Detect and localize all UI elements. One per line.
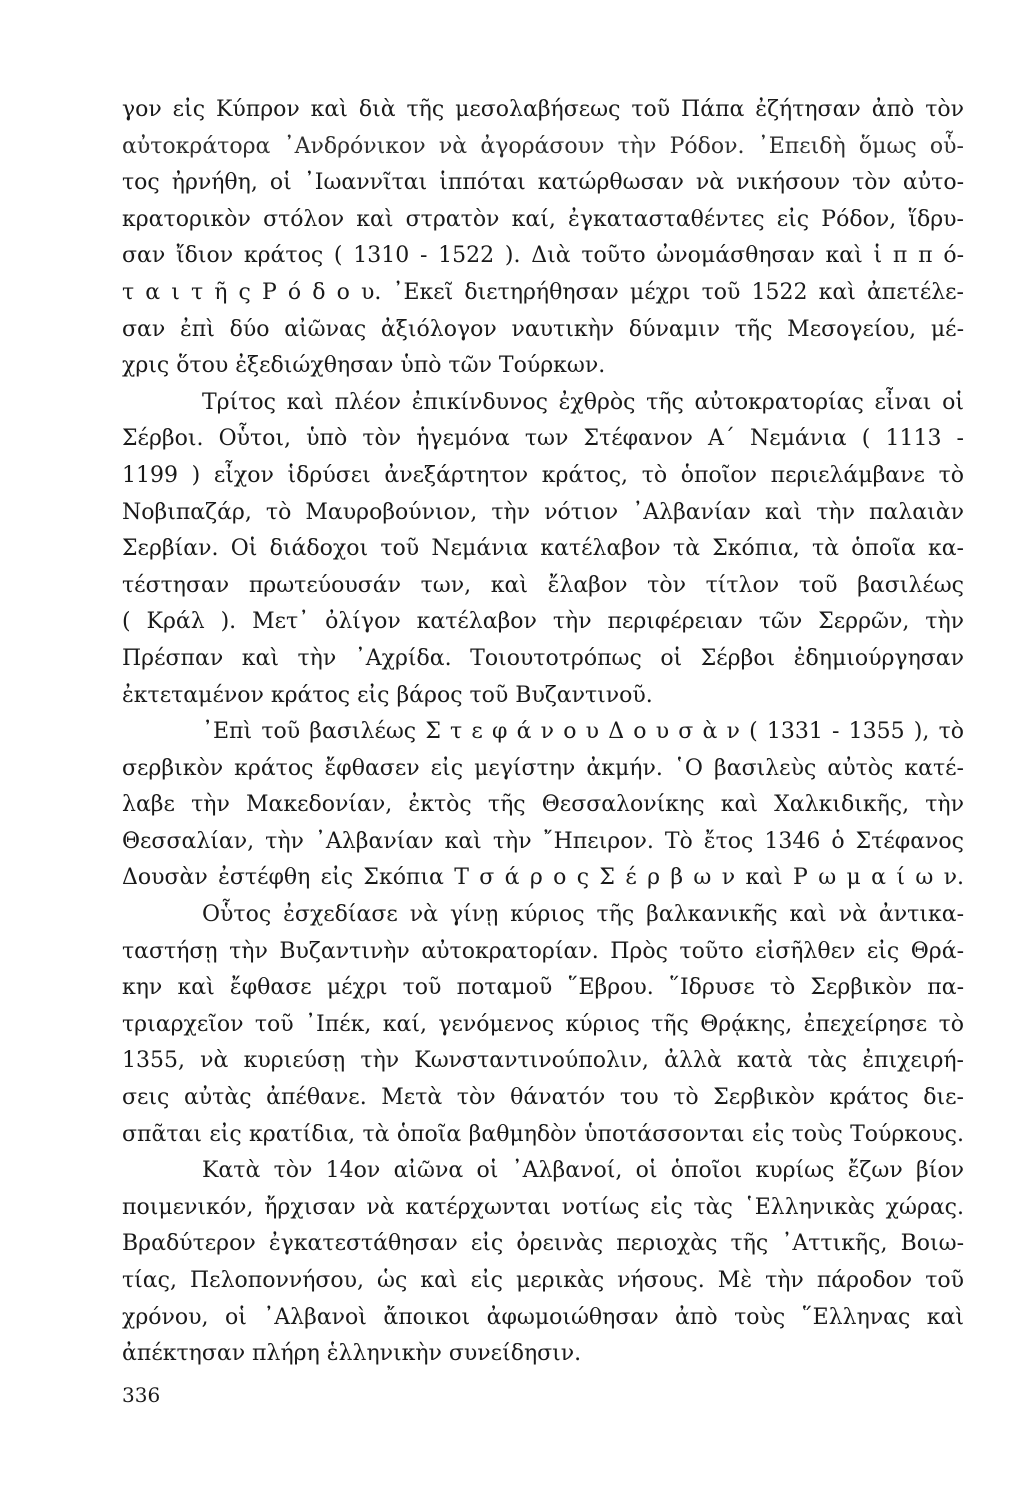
text-line: σαν ἴδιον κράτος ( 1310 - 1522 ). Διὰ τοῦτο ὠνομάσθησαν καὶ ἱ π π ό- bbox=[122, 243, 964, 269]
text-line: κην καὶ ἔφθασε μέχρι τοῦ ποταμοῦ ῞Εβρου. ῞Ιδρυσε τὸ Σερβικὸν πα- bbox=[122, 975, 964, 1001]
paragraph-start-line: Κατὰ τὸν 14ον αἰῶνα οἱ ᾿Αλβανοί, οἱ ὁποῖοι κυρίως ἔζων βίον bbox=[202, 1158, 964, 1184]
paragraph-start-line: ᾿Επὶ τοῦ βασιλέως Σ τ ε φ ά ν ο υ Δ ο υ σ ὰ ν ( 1331 - 1355 ), τὸ bbox=[202, 719, 964, 745]
paragraph-start-line: Τρίτος καὶ πλέον ἐπικίνδυνος ἐχθρὸς τῆς αὐτοκρατορίας εἶναι οἱ bbox=[202, 389, 964, 415]
text-line: Δουσὰν ἐστέφθη εἰς Σκόπια Τ σ ά ρ ο ς Σ έ ρ β ω ν καὶ Ρ ω μ α ί ω ν. bbox=[122, 865, 964, 891]
text-line: αὐτοκράτορα ᾿Ανδρόνικον νὰ ἀγοράσουν τὴν Ρόδον. ᾿Επειδὴ ὅμως οὗ- bbox=[122, 133, 964, 159]
text-line: ἐκτεταμένον κράτος εἰς βάρος τοῦ Βυζαντινοῦ. bbox=[122, 682, 653, 708]
text-line: τος ἠρνήθη, οἱ ᾿Ιωαννῖται ἱππόται κατώρθωσαν νὰ νικήσουν τὸν αὐτο- bbox=[122, 170, 964, 196]
text-line: Θεσσαλίαν, τὴν ᾿Αλβανίαν καὶ τὴν ῎Ηπειρον. Τὸ ἔτος 1346 ὁ Στέφανος bbox=[122, 828, 964, 854]
text-line: τ α ι τ ῆ ς Ρ ό δ ο υ. ᾿Εκεῖ διετηρήθησαν μέχρι τοῦ 1522 καὶ ἀπετέλε- bbox=[122, 279, 964, 305]
text-line: 1199 ) εἶχον ἱδρύσει ἀνεξάρτητον κράτος, τὸ ὁποῖον περιελάμβανε τὸ bbox=[122, 462, 964, 488]
text-line: τέστησαν πρωτεύουσάν των, καὶ ἔλαβον τὸν τίτλον τοῦ βασιλέως bbox=[122, 572, 964, 598]
text-line: τίας, Πελοποννήσου, ὡς καὶ εἰς μερικὰς νήσους. Μὲ τὴν πάροδον τοῦ bbox=[122, 1268, 964, 1293]
text-line: ἀπέκτησαν πλήρη ἑλληνικὴν συνείδησιν. bbox=[122, 1341, 582, 1367]
text-line: τριαρχεῖον τοῦ ᾿Ιπέκ, καί, γενόμενος κύριος τῆς Θρᾴκης, ἐπεχείρησε τὸ bbox=[122, 1011, 964, 1037]
page-text-block bbox=[122, 92, 964, 1373]
paragraph-start-line: Οὗτος ἐσχεδίασε νὰ γίνῃ κύριος τῆς βαλκανικῆς καὶ νὰ ἀντικα- bbox=[202, 902, 964, 928]
text-line: κρατορικὸν στόλον καὶ στρατὸν καί, ἐγκατασταθέντες εἰς Ρόδον, ἵδρυ- bbox=[122, 206, 964, 232]
text-line: Πρέσπαν καὶ τὴν ᾿Αχρίδα. Τοιουτοτρόπως οἱ Σέρβοι ἐδημιούργησαν bbox=[122, 645, 964, 671]
text-line: 1355, νὰ κυριεύσῃ τὴν Κωνσταντινούπολιν, ἀλλὰ κατὰ τὰς ἐπιχειρή- bbox=[122, 1048, 964, 1074]
text-line: σερβικὸν κράτος ἔφθασεν εἰς μεγίστην ἀκμήν. ῾Ο βασιλεὺς αὐτὸς κατέ- bbox=[122, 755, 964, 781]
page-number: 336 bbox=[122, 1383, 161, 1407]
text-line: Βραδύτερον ἐγκατεστάθησαν εἰς ὀρεινὰς περιοχὰς τῆς ᾿Αττικῆς, Βοιω- bbox=[122, 1231, 964, 1257]
text-line: γον εἰς Κύπρον καὶ διὰ τῆς μεσολαβήσεως τοῦ Πάπα ἐζήτησαν ἀπὸ τὸν bbox=[122, 97, 964, 122]
text-line: χρις ὅτου ἐξεδιώχθησαν ὑπὸ τῶν Τούρκων. bbox=[122, 353, 606, 379]
text-line: ποιμενικόν, ἤρχισαν νὰ κατέρχωνται νοτίως εἰς τὰς ῾Ελληνικὰς χώρας. bbox=[122, 1194, 964, 1220]
text-line: Νοβιπαζάρ, τὸ Μαυροβούνιον, τὴν νότιον ᾿Αλβανίαν καὶ τὴν παλαιὰν bbox=[122, 499, 964, 525]
text-line: Σερβίαν. Οἱ διάδοχοι τοῦ Νεμάνια κατέλαβον τὰ Σκόπια, τὰ ὁποῖα κα- bbox=[122, 536, 964, 562]
text-line: σπᾶται εἰς κρατίδια, τὰ ὁποῖα βαθμηδὸν ὑποτάσσονται εἰς τοὺς Τούρκους. bbox=[122, 1121, 964, 1147]
text-line: χρόνου, οἱ ᾿Αλβανοὶ ἄποικοι ἀφωμοιώθησαν ἀπὸ τοὺς ῞Ελληνας καὶ bbox=[122, 1304, 964, 1330]
text-line: Σέρβοι. Οὗτοι, ὑπὸ τὸν ἡγεμόνα των Στέφανον Α΄ Νεμάνια ( 1113 - bbox=[122, 426, 964, 452]
text-line: ταστήσῃ τὴν Βυζαντινὴν αὐτοκρατορίαν. Πρὸς τοῦτο εἰσῆλθεν εἰς Θρά- bbox=[122, 938, 964, 964]
text-line: σεις αὐτὰς ἀπέθανε. Μετὰ τὸν θάνατόν του τὸ Σερβικὸν κράτος διε- bbox=[122, 1085, 964, 1111]
text-line: ( Κράλ ). Μετ᾿ ὀλίγον κατέλαβον τὴν περιφέρειαν τῶν Σερρῶν, τὴν bbox=[122, 609, 964, 635]
text-line: λαβε τὴν Μακεδονίαν, ἐκτὸς τῆς Θεσσαλονίκης καὶ Χαλκιδικῆς, τὴν bbox=[122, 792, 964, 818]
text-line: σαν ἐπὶ δύο αἰῶνας ἀξιόλογον ναυτικὴν δύναμιν τῆς Μεσογείου, μέ- bbox=[122, 316, 964, 342]
